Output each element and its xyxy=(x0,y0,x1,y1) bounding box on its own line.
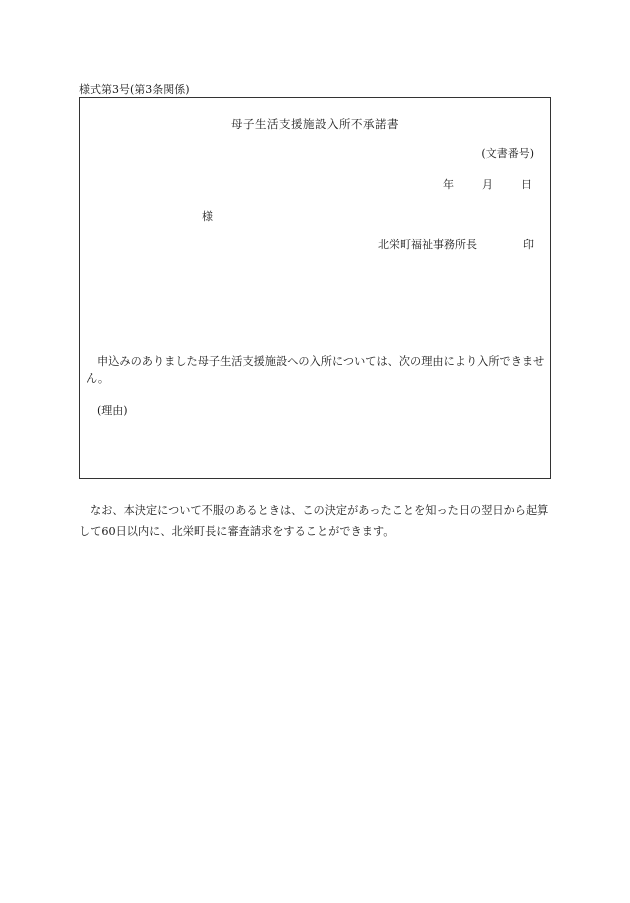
date-year: 年 xyxy=(443,178,454,191)
date-month: 月 xyxy=(482,178,493,191)
body-text: 申込みのありました母子生活支援施設への入所については、次の理由により入所できません。 xyxy=(86,355,545,385)
date-line xyxy=(443,176,532,192)
document-number: (文書番号) xyxy=(481,147,534,160)
reason-label: (理由) xyxy=(97,404,128,417)
form-number-label: 様式第3号(第3条関係) xyxy=(79,83,190,96)
notice-frame xyxy=(79,97,551,479)
date-day: 日 xyxy=(521,178,532,191)
document-title: 母子生活支援施設入所不承諾書 xyxy=(231,117,399,131)
appeal-notice: なお、本決定について不服のあるときは、この決定があったことを知った日の翌日から起算して60日以内に、北栄町長に審査請求をすることができます。 xyxy=(79,504,549,538)
seal-mark: 印 xyxy=(523,238,534,251)
addressee-suffix: 様 xyxy=(202,210,213,223)
issuer-line xyxy=(378,236,534,252)
issuer-name: 北栄町福祉事務所長 xyxy=(378,238,477,251)
